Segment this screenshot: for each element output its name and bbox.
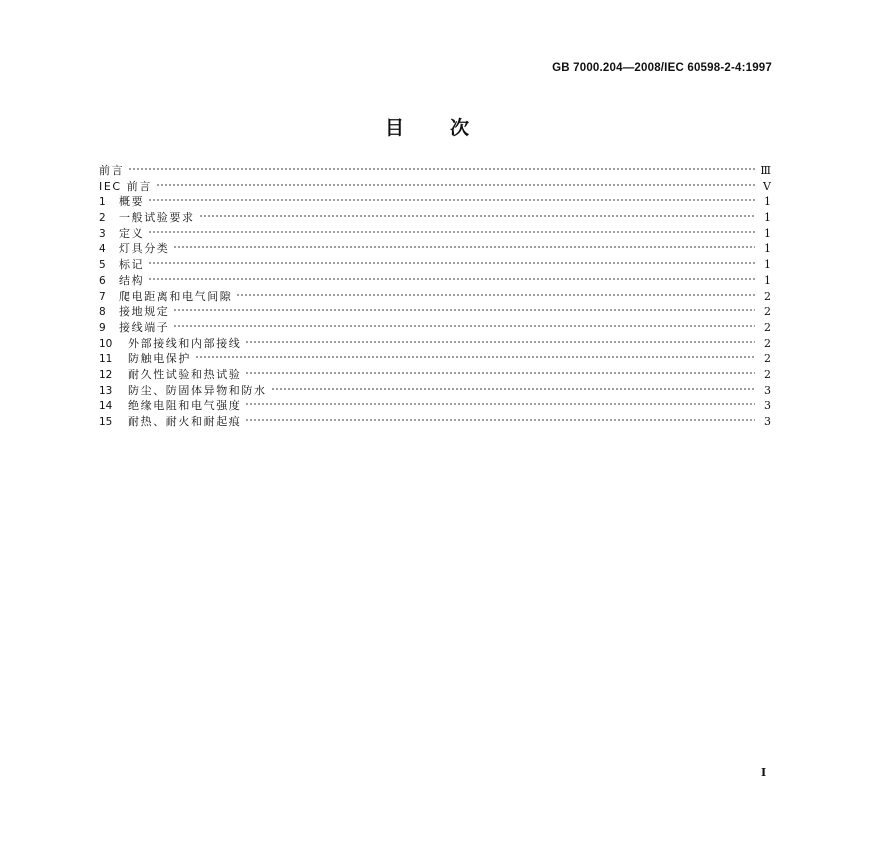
toc-entry-number: 4 — [99, 243, 106, 256]
toc-entry-11[interactable] — [99, 351, 771, 367]
dot-leader — [148, 277, 755, 281]
toc-entry-13[interactable] — [99, 383, 771, 399]
toc-entry-page: 1 — [764, 273, 771, 287]
toc-entry-9[interactable] — [99, 320, 771, 336]
toc-entry-label: 爬电距离和电气间隙 — [119, 289, 233, 303]
toc-entry-number: 3 — [99, 227, 106, 240]
toc-entry-label: 耐热、耐火和耐起痕 — [128, 415, 242, 428]
toc-entry-number: 10 — [99, 337, 113, 350]
dot-leader — [173, 324, 755, 328]
toc-entry-page: 3 — [764, 415, 771, 428]
dot-leader — [148, 198, 755, 202]
toc-entry-page: 1 — [764, 242, 771, 256]
dot-leader — [199, 214, 755, 218]
dot-leader — [245, 402, 755, 406]
toc-entry-7[interactable] — [99, 289, 771, 305]
toc-entry-page: 2 — [764, 367, 771, 381]
toc-entry-page: 2 — [764, 336, 771, 350]
toc-entry-label: IEC 前言 — [99, 179, 152, 193]
toc-entry-number: 15 — [99, 416, 113, 428]
toc-entry-page: 2 — [764, 320, 771, 334]
page-title: 目次 — [384, 117, 515, 139]
toc-entry-label: 绝缘电阻和电气强度 — [128, 399, 242, 413]
toc-entry-page: 3 — [764, 383, 771, 397]
toc-entry-label: 耐久性试验和热试验 — [128, 367, 242, 381]
toc-entry-label: 结构 — [119, 273, 145, 287]
toc-entry-number: 14 — [99, 400, 113, 413]
dot-leader — [173, 308, 755, 312]
dot-leader — [245, 418, 755, 422]
toc-entry-page: 1 — [764, 258, 771, 272]
dot-leader — [236, 293, 755, 297]
toc-entry-foreword[interactable] — [99, 163, 771, 179]
dot-leader — [195, 355, 755, 359]
toc-entry-14[interactable] — [99, 398, 771, 414]
toc-entry-label: 灯具分类 — [119, 242, 170, 256]
toc-entry-number: 2 — [99, 212, 106, 225]
toc-entry-label: 概要 — [119, 195, 145, 209]
toc-entry-label: 前言 — [99, 164, 125, 177]
toc-entry-label: 防触电保护 — [128, 352, 191, 366]
toc-entry-label: 接线端子 — [119, 320, 170, 334]
standard-number: GB 7000.204—2008/IEC 60598-2-4:1997 — [552, 62, 772, 74]
toc-entry-6[interactable] — [99, 273, 771, 289]
toc-entry-8[interactable] — [99, 304, 771, 320]
dot-leader — [173, 245, 755, 249]
toc-entry-number: 13 — [99, 384, 113, 397]
toc-entry-page: V — [763, 179, 771, 193]
toc-entry-label: 标记 — [119, 258, 145, 272]
toc-entry-page: 1 — [764, 195, 771, 209]
dot-leader — [271, 387, 755, 391]
dot-leader — [128, 167, 755, 171]
toc-entry-page: Ⅲ — [760, 164, 771, 177]
toc-entry-4[interactable] — [99, 241, 771, 257]
toc-entry-1[interactable] — [99, 194, 771, 210]
toc-entry-3[interactable] — [99, 226, 771, 242]
toc-entry-page: 2 — [764, 305, 771, 319]
toc-entry-12[interactable] — [99, 367, 771, 383]
dot-leader — [148, 230, 755, 234]
toc-entry-5[interactable] — [99, 257, 771, 273]
toc-entry-page: 3 — [764, 399, 771, 413]
table-of-contents — [99, 163, 771, 430]
toc-entry-label: 防尘、防固体异物和防水 — [128, 383, 267, 397]
toc-entry-iec-foreword[interactable] — [99, 179, 771, 195]
toc-entry-10[interactable] — [99, 336, 771, 352]
toc-entry-number: 6 — [99, 274, 106, 287]
toc-entry-number: 8 — [99, 306, 106, 319]
dot-leader — [245, 340, 755, 344]
page-number: I — [761, 766, 767, 779]
dot-leader — [148, 261, 755, 265]
toc-entry-label: 定义 — [119, 226, 145, 240]
toc-entry-label: 外部接线和内部接线 — [128, 336, 242, 350]
toc-entry-number: 1 — [99, 196, 106, 209]
toc-entry-number: 9 — [99, 321, 106, 334]
dot-leader — [156, 183, 755, 187]
toc-entry-2[interactable] — [99, 210, 771, 226]
toc-entry-label: 接地规定 — [119, 305, 170, 319]
toc-entry-page: 2 — [764, 289, 771, 303]
toc-entry-page: 2 — [764, 352, 771, 366]
toc-entry-page: 1 — [764, 211, 771, 225]
dot-leader — [245, 371, 755, 375]
toc-entry-label: 一般试验要求 — [119, 211, 195, 225]
toc-entry-page: 1 — [764, 226, 771, 240]
toc-entry-15[interactable] — [99, 414, 771, 430]
toc-entry-number: 7 — [99, 290, 106, 303]
toc-entry-number: 12 — [99, 368, 113, 381]
toc-entry-number: 5 — [99, 259, 106, 272]
toc-entry-number: 11 — [99, 353, 113, 366]
